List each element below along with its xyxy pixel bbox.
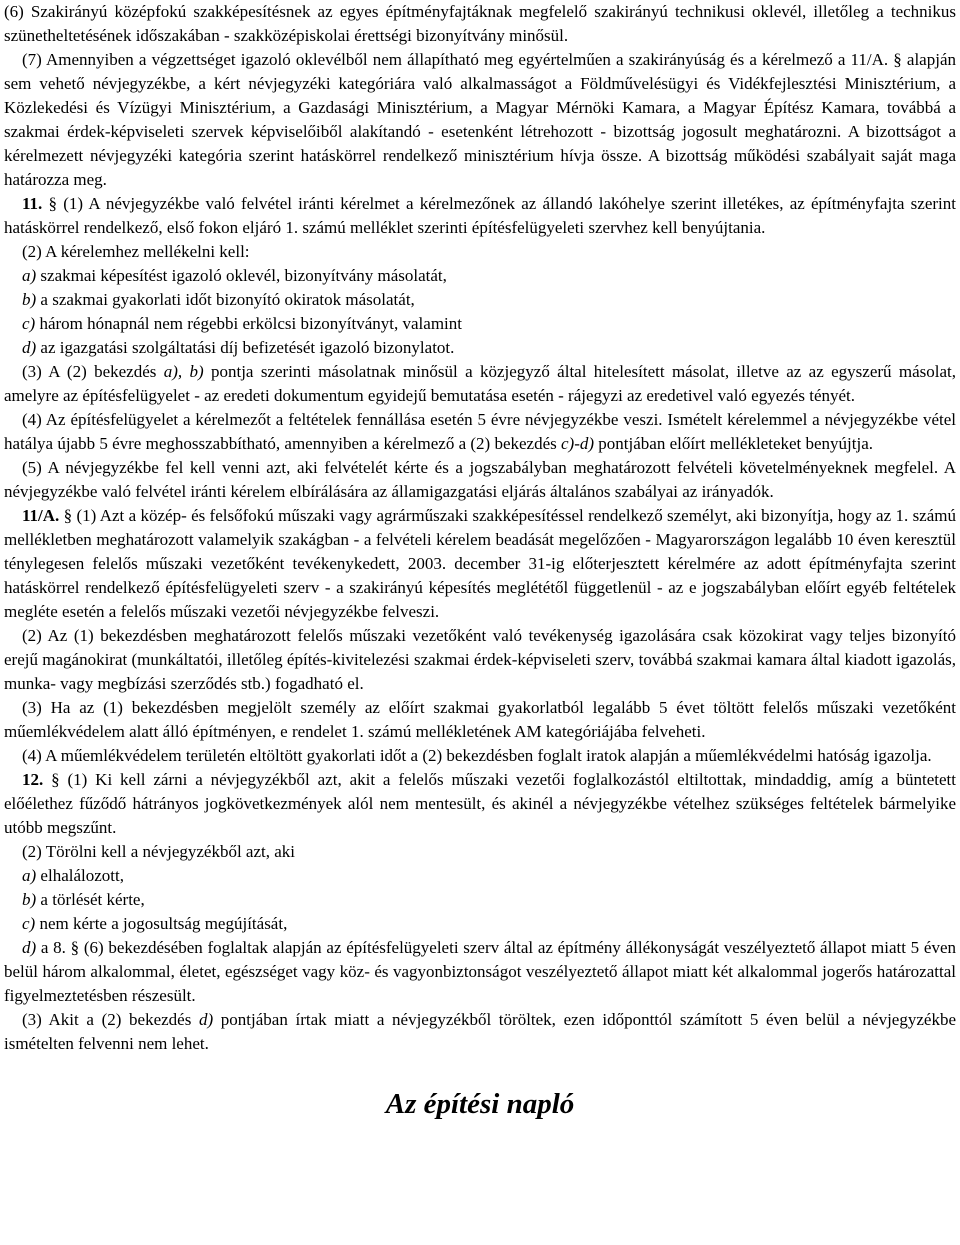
list-item-text: az igazgatási szolgáltatási díj befizetését igazoló bizonylatot. xyxy=(36,338,455,357)
section-number: 12. xyxy=(22,770,44,789)
paragraph-text: (3) A (2) bekezdés xyxy=(22,362,164,381)
list-item-text: a szakmai gyakorlati időt bizonyító okiratok másolatát, xyxy=(36,290,415,309)
section-12-paragraph-3 xyxy=(4,1008,956,1056)
section-11-paragraph-4 xyxy=(4,408,956,456)
list-letter: a) xyxy=(22,866,37,885)
list-item xyxy=(4,312,956,336)
paragraph-text: § (1) Azt a közép- és felsőfokú műszaki vagy agrárműszaki szakképesítéssel rendelkező személyt, aki bizonyítja, hogy az 1. számú mellékletben meghatározott valamelyik szakágban - a felvételi kérelem beadását megelőzően - Magyarországon legalább 10 éven keresztül ténylegesen felelős műszaki vezetőként tevékenykedett, 2003. december 31-ig előterjesztett kérelmére az adott építményfajta szerint hatáskörrel rendelkező építésfelügyeleti szerv - a szakirányú képesítés meglététől függetlenül - az e jogszabályban előírt egyéb feltételek megléte esetén a felelős műszaki vezetői névjegyzékbe felveszi. xyxy=(4,506,956,621)
section-number: 11/A. xyxy=(22,506,60,525)
list-letter: d) xyxy=(22,338,37,357)
point-reference: d) xyxy=(198,1010,214,1029)
list-item xyxy=(4,912,956,936)
paragraph-text: § (1) A névjegyzékbe való felvétel iránti kérelmet a kérelmezőnek az állandó lakóhelye szerint illetékes, az építményfajta szerint hatáskörrel rendelkező, első fokon eljáró 1. számú melléklet szerinti építésfelügyeleti szervhez kell benyújtania. xyxy=(4,194,956,237)
list-letter: d) xyxy=(22,938,37,957)
list-item xyxy=(4,336,956,360)
section-11-paragraph-1 xyxy=(4,192,956,240)
section-11-paragraph-5: (5) A névjegyzékbe fel kell venni azt, aki felvételét kérte és a jogszabályban meghatározott felvételi követelményeknek megfelel. A névjegyzékbe való felvétel iránti kérelem elbírálására az államigazgatási eljárás általános szabályai az irányadók. xyxy=(4,458,956,501)
paragraph-text: § (1) Ki kell zárni a névjegyzékből azt, akit a felelős műszaki vezetői foglalkozástól eltiltottak, mindaddig, amíg a büntetett előélethez fűződő hátrányos jogkövetkezmények alól nem mentesült, és akinél a névjegyzékbe vételhez szükséges feltételek bármelyike utóbb megszűnt. xyxy=(4,770,956,837)
section-11-paragraph-2: (2) A kérelemhez mellékelni kell: xyxy=(22,242,250,261)
list-item-text: a törlését kérte, xyxy=(36,890,145,909)
section-number: 11. xyxy=(22,194,43,213)
section-12-paragraph-1 xyxy=(4,768,956,840)
list-letter: c) xyxy=(22,314,36,333)
list-item xyxy=(4,288,956,312)
list-item-text: nem kérte a jogosultság megújítását, xyxy=(35,914,288,933)
paragraph-text: (3) Akit a (2) bekezdés xyxy=(22,1010,199,1029)
paragraph-text: pontja szerinti másolatnak minősül a közjegyző által hitelesített másolat, illetve az az egyszerű másolat, amelyre az építésfelügyelet - az eredeti dokumentum egyidejű bemutatása esetén - rájegyzi az eredetivel való egyezés tényét. xyxy=(4,362,956,405)
paragraph-7: (7) Amennyiben a végzettséget igazoló oklevélből nem állapítható meg egyértelműen a szakirányúság és a kérelmező a 11/A. § alapján sem vehető névjegyzékbe, a kért névjegyzéki kategóriára való alkalmasságot a Földművelésügyi és Vidékfejlesztési Minisztérium, a Közlekedési és Vízügyi Minisztérium, a Gazdasági Minisztérium, a Magyar Mérnöki Kamara, a Magyar Építész Kamara, továbbá a szakmai érdek-képviseleti szervek képviselőiből alakítandó - esetenként létrehozott - bizottság jogosult meghatározni. A bizottságot a kérelmezett névjegyzéki kategória szerint hatáskörrel rendelkező minisztérium hívja össze. A bizottság működési szabályait saját maga határozza meg. xyxy=(4,50,956,189)
list-letter: b) xyxy=(22,290,37,309)
section-11a-paragraph-1 xyxy=(4,504,956,624)
paragraph-text: pontjában írtak miatt a névjegyzékből töröltek, ezen időponttól számított 5 éven belül a névjegyzékbe ismételten felvenni nem lehet. xyxy=(4,1010,956,1053)
chapter-heading: Az építési napló xyxy=(385,1088,575,1120)
list-letter: a) xyxy=(22,266,37,285)
paragraph-text: pontjában előírt mellékleteket benyújtja. xyxy=(594,434,874,453)
list-item-text: elhalálozott, xyxy=(36,866,124,885)
section-12-paragraph-2: (2) Törölni kell a névjegyzékből azt, aki xyxy=(22,842,296,861)
list-letter: c) xyxy=(22,914,36,933)
list-item xyxy=(4,936,956,1008)
section-11a-paragraph-4: (4) A műemlékvédelem területén eltöltött gyakorlati időt a (2) bekezdésben foglalt iratok alapján a műemlékvédelmi hatóság igazolja. xyxy=(22,746,932,765)
section-11a-paragraph-3: (3) Ha az (1) bekezdésben megjelölt személy az előírt szakmai gyakorlatból legalább 5 évet töltött felelős műszaki vezetőként műemlékvédelem alatt álló építményen, e rendelet 1. számú mellékletének AM kategóriájába felveheti. xyxy=(4,698,956,741)
point-reference: c)-d) xyxy=(561,434,595,453)
paragraph-text: (4) Az építésfelügyelet a kérelmezőt a feltételek fennállása esetén 5 évre névjegyzékbe veszi. Ismételt kérelemmel a névjegyzékbe vétel hatálya újabb 5 évre meghosszabbítható, amennyiben a kérelmező a (2) bekezdés xyxy=(4,410,956,453)
list-letter: b) xyxy=(22,890,37,909)
list-item xyxy=(4,864,956,888)
list-item xyxy=(4,264,956,288)
section-11a-paragraph-2: (2) Az (1) bekezdésben meghatározott felelős műszaki vezetőként való tevékenység igazolására csak közokirat vagy teljes bizonyító erejű magánokirat (munkáltatói, illetőleg építés-kivitelezési szakmai érdek-képviseleti szerv, továbbá szakmai kamara által kiadott igazolás, munka- vagy megbízási szerződés stb.) fogadható el. xyxy=(4,626,956,693)
list-item xyxy=(4,888,956,912)
point-reference: a), b) xyxy=(163,362,204,381)
list-item-text: három hónapnál nem régebbi erkölcsi bizonyítványt, valamint xyxy=(35,314,462,333)
paragraph-6: (6) Szakirányú középfokú szakképesítésnek az egyes építményfajtáknak megfelelő szakirányú technikusi oklevél, illetőleg a technikus szünetheltetésének időszakában - szakközépiskolai érettségi bizonyítvány minősül. xyxy=(4,2,956,45)
list-item-text: a 8. § (6) bekezdésében foglaltak alapján az építésfelügyeleti szerv által az építmény állékonyságát veszélyeztető állapot miatt 5 éven belül három alkalommal, életet, egészséget vagy köz- és vagyonbiztonságot veszélyeztető állapot miatt két alkalommal jogerős határozattal figyelmeztetésben részesült. xyxy=(4,938,956,1005)
section-11-paragraph-3 xyxy=(4,360,956,408)
list-item-text: szakmai képesítést igazoló oklevél, bizonyítvány másolatát, xyxy=(36,266,447,285)
